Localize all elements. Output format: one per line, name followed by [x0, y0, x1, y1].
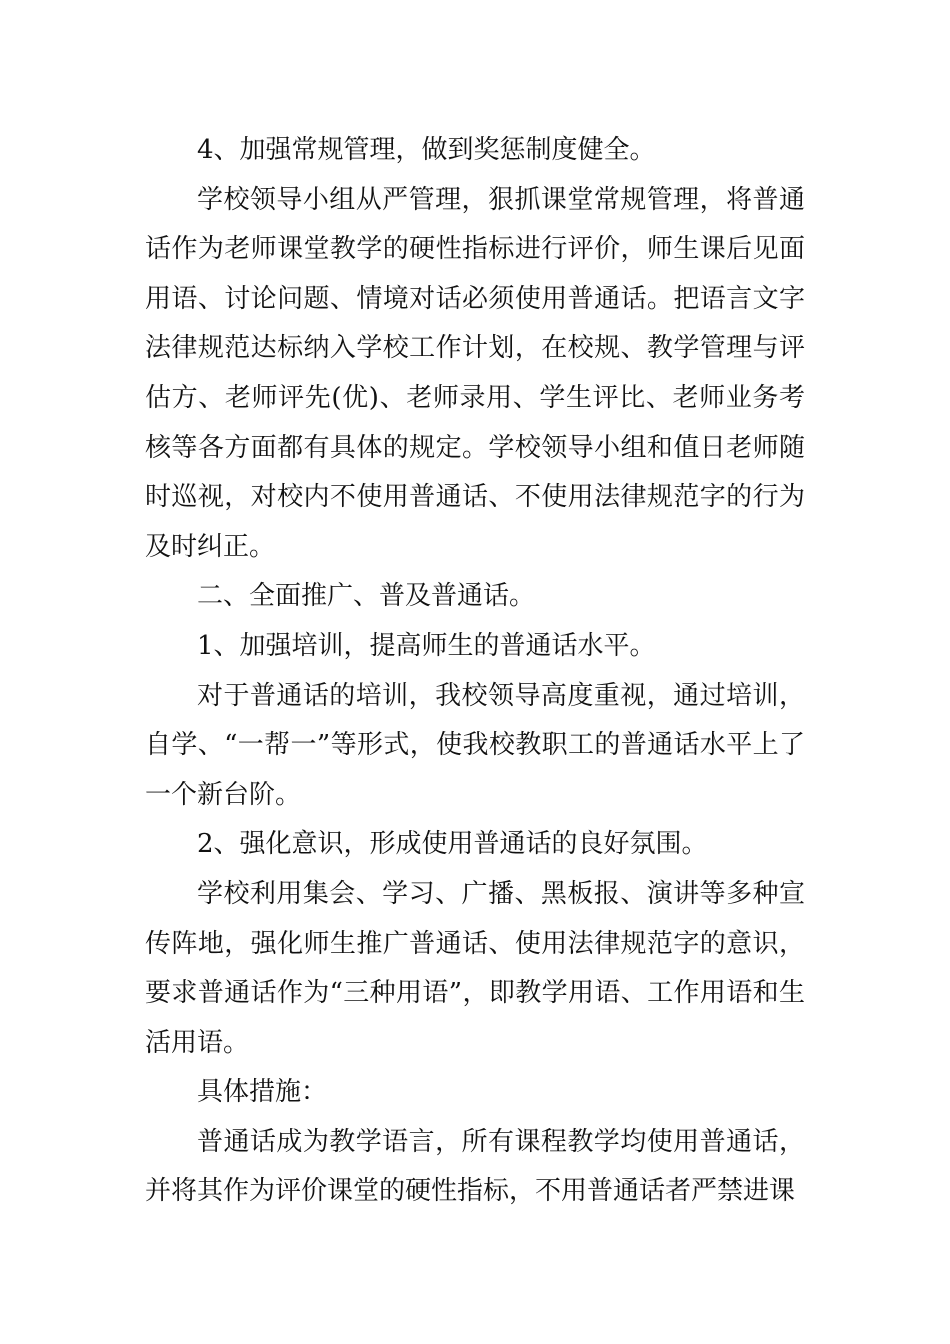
paragraph-measures-heading: 具体措施：	[197, 1077, 328, 1108]
paragraph-routine-management: 学校领导小组从严管理，狠抓课堂常规管理，将普通话作为老师课堂教学的硬性指标进行评价，师生课后见面用语、讨论问题、情境对话必须使用普通话。把语言文字法律规范达标纳入学校工作计划，在校规、教学管理与评估方、老师评先(优)、老师录用、学生评比、老师业务考核等各方面都有具体的规定。学校领导小组和值日老师随时巡视，对校内不使用普通话、不使用法律规范字的行为及时纠正。	[145, 184, 805, 562]
paragraph-training: 对于普通话的培训，我校领导高度重视，通过培训，自学、“一帮一”等形式，使我校教职工的普通话水平上了一个新台阶。	[145, 680, 805, 810]
paragraph-awareness: 学校利用集会、学习、广播、黑板报、演讲等多种宣传阵地，强化师生推广普通话、使用法律规范字的意识，要求普通话作为“三种用语”，即教学用语、工作用语和生活用语。	[145, 878, 805, 1058]
paragraph-heading-1: 1、加强培训，提高师生的普通话水平。	[197, 630, 656, 661]
paragraph-heading-section-2: 二、全面推广、普及普通话。	[197, 581, 536, 612]
document-body	[145, 126, 805, 1217]
paragraph-heading-2: 2、强化意识，形成使用普通话的良好氛围。	[197, 829, 708, 860]
paragraph-teaching-language: 普通话成为教学语言，所有课程教学均使用普通话，并将其作为评价课堂的硬性指标，不用普通话者严禁进课	[145, 1126, 805, 1207]
paragraph-heading-4: 4、加强常规管理，做到奖惩制度健全。	[197, 135, 656, 165]
